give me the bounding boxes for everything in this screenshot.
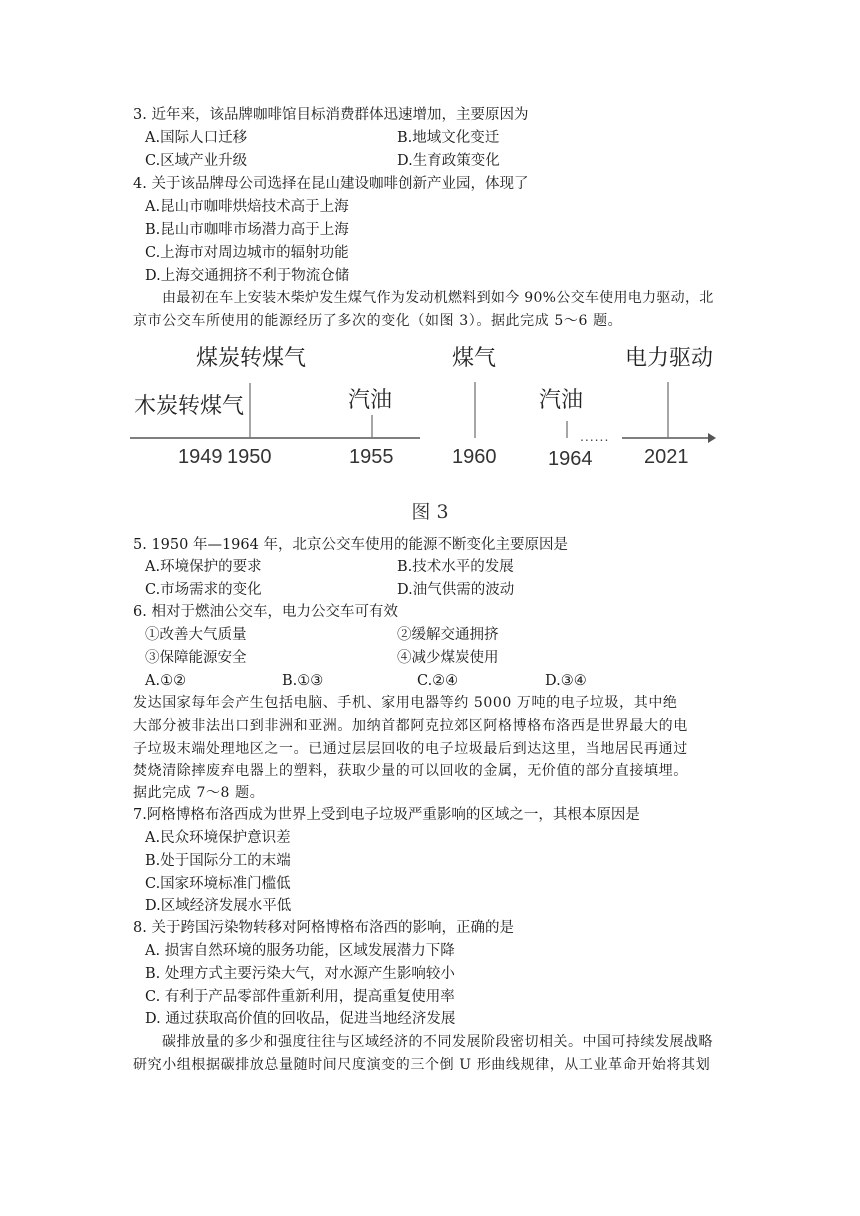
- q5-option-d: D.油气供需的波动: [397, 582, 515, 598]
- q8-option-d: D. 通过获取高价值的回收品，促进当地经济发展: [145, 1011, 456, 1027]
- q7-option-b: B.处于国际分工的末端: [145, 853, 291, 869]
- q8-option-c: C. 有利于产品零部件重新利用，提高重复使用率: [145, 989, 455, 1005]
- year-1960: 1960: [452, 446, 497, 468]
- q7-option-a: A.民众环境保护意识差: [145, 830, 291, 846]
- q6-stem: 6. 相对于燃油公交车，电力公交车可有效: [133, 604, 398, 620]
- q6-statement-1: ①改善大气质量: [145, 627, 247, 643]
- q6-option-a: A.①②: [145, 673, 187, 689]
- timeline-ellipsis: ......: [580, 428, 610, 444]
- q7-option-d: D.区域经济发展水平低: [145, 898, 292, 914]
- q4-option-a: A.昆山市咖啡烘焙技术高于上海: [145, 199, 349, 215]
- intro4-line2: 研究小组根据碳排放总量随时间尺度演变的三个倒 U 形曲线规律，从工业革命开始将其划: [133, 1057, 711, 1073]
- year-2021: 2021: [644, 446, 689, 468]
- q5-stem: 5. 1950 年—1964 年，北京公交车使用的能源不断变化主要原因是: [133, 537, 568, 553]
- q4-stem: 4. 关于该品牌母公司选择在昆山建设咖啡创新产业园，体现了: [133, 176, 529, 192]
- intro3-line1: 发达国家每年会产生包括电脑、手机、家用电器等约 5000 万吨的电子垃圾，其中绝: [133, 695, 678, 711]
- intro4-line1: 碳排放量的多少和强度往往与区域经济的不同发展阶段密切相关。中国可持续发展战略: [162, 1034, 713, 1050]
- intro3-line5: 据此完成 7～8 题。: [133, 785, 265, 801]
- q3-option-b: B.地域文化变迁: [397, 130, 500, 146]
- q7-stem: 7.阿格博格布洛西成为世界上受到电子垃圾严重影响的区域之一，其根本原因是: [133, 807, 640, 823]
- q7-option-c: C.国家环境标准门槛低: [145, 876, 291, 892]
- year-1955: 1955: [349, 446, 394, 468]
- q3-option-d: D.生育政策变化: [397, 153, 500, 169]
- label-1949: 木炭转煤气: [134, 393, 245, 418]
- figure-caption: 图 3: [411, 501, 449, 523]
- q8-option-b: B. 处理方式主要污染大气，对水源产生影响较小: [145, 966, 455, 982]
- q8-option-a: A. 损害自然环境的服务功能，区域发展潜力下降: [145, 943, 455, 959]
- q4-option-d: D.上海交通拥挤不利于物流仓储: [145, 268, 350, 284]
- label-1955: 汽油: [348, 387, 393, 412]
- q4-option-b: B.昆山市咖啡市场潜力高于上海: [145, 222, 349, 238]
- q3-option-a: A.国际人口迁移: [145, 130, 248, 146]
- q6-option-b: B.①③: [282, 673, 324, 689]
- q3-stem: 3. 近年来，该品牌咖啡馆目标消费群体迅速增加，主要原因为: [133, 107, 529, 123]
- q6-option-d: D.③④: [545, 673, 587, 689]
- q8-stem: 8. 关于跨国污染物转移对阿格博格布洛西的影响，正确的是: [133, 920, 514, 936]
- q5-option-c: C.市场需求的变化: [145, 582, 262, 598]
- year-1950: 1950: [227, 446, 272, 468]
- timeline-figure: [130, 335, 730, 475]
- year-1949: 1949: [178, 446, 223, 468]
- q6-statement-4: ④减少煤炭使用: [397, 650, 499, 666]
- label-1964: 汽油: [539, 387, 584, 412]
- intro2-line1: 由最初在车上安装木柴炉发生煤气作为发动机燃料到如今 90%公交车使用电力驱动，北: [162, 290, 714, 306]
- intro3-line2: 大部分被非法出口到非洲和亚洲。加纳首都阿克拉郊区阿格博格布洛西是世界最大的电: [133, 718, 688, 734]
- q5-option-a: A.环境保护的要求: [145, 559, 262, 575]
- q3-option-c: C.区域产业升级: [145, 153, 248, 169]
- timeline-arrow: [708, 433, 716, 443]
- intro2-line2: 京市公交车所使用的能源经历了多次的变化（如图 3）。据此完成 5～6 题。: [133, 313, 623, 329]
- label-1960: 煤气: [452, 345, 497, 370]
- q6-statement-2: ②缓解交通拥挤: [397, 627, 499, 643]
- q4-option-c: C.上海市对周边城市的辐射功能: [145, 245, 349, 261]
- label-1950: 煤炭转煤气: [196, 345, 307, 370]
- q5-option-b: B.技术水平的发展: [397, 559, 514, 575]
- intro3-line3: 子垃圾末端处理地区之一。已通过层层回收的电子垃圾最后到达这里，当地居民再通过: [133, 741, 688, 757]
- intro3-line4: 焚烧清除摔废弃电器上的塑料，获取少量的可以回收的金属，无价值的部分直接填埋。: [133, 763, 688, 779]
- year-1964: 1964: [548, 448, 593, 470]
- label-2021: 电力驱动: [625, 345, 714, 370]
- q6-option-c: C.②④: [417, 673, 459, 689]
- q6-statement-3: ③保障能源安全: [145, 650, 247, 666]
